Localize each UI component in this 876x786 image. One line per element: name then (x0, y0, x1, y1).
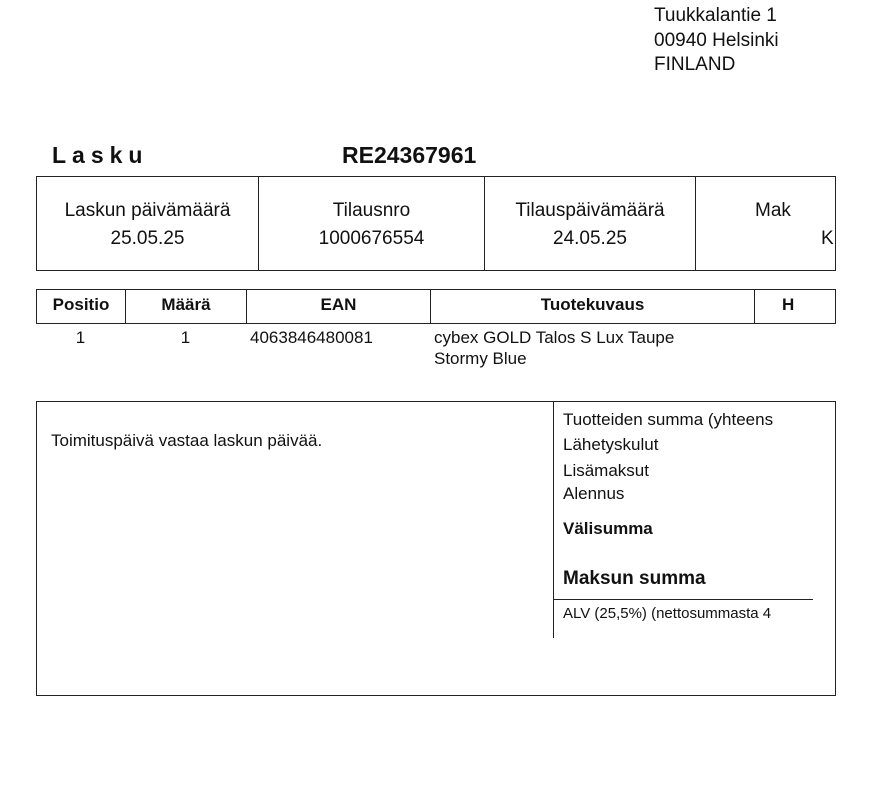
row-description-line2: Stormy Blue (434, 349, 527, 368)
products-sum-label: Tuotteiden summa (yhteens (563, 410, 774, 429)
totals-separator (553, 599, 813, 600)
row-quantity: 1 (180, 328, 191, 347)
document-title: Lasku (52, 142, 149, 168)
info-value: 24.05.25 (553, 228, 627, 249)
company-address (654, 4, 779, 78)
info-cell-invoice-date (37, 177, 259, 271)
extra-fees-label: Lisämaksut (563, 461, 649, 480)
info-label: Tilauspäivämäärä (515, 200, 665, 221)
vat-label: ALV (25,5%) (nettosummasta 4 (563, 605, 772, 622)
address-country: FINLAND (654, 54, 736, 75)
row-position: 1 (75, 328, 86, 347)
payment-total-label: Maksun summa (563, 568, 706, 589)
info-label: Mak (755, 200, 791, 221)
row-description-line1: cybex GOLD Talos S Lux Taupe (434, 328, 675, 347)
address-postal-city: 00940 Helsinki (654, 29, 779, 51)
totals-divider (553, 402, 554, 638)
info-cell-order-date (485, 177, 696, 271)
address-street: Tuukkalantie 1 (654, 5, 777, 26)
info-value: 25.05.25 (110, 228, 185, 249)
invoice-number: RE24367961 (342, 142, 477, 168)
header-position: Positio (37, 290, 126, 323)
info-value: 1000676554 (318, 228, 425, 249)
info-label: Tilausnro (332, 200, 411, 221)
header-description: Tuotekuvaus (431, 290, 755, 323)
info-label: Laskun päivämäärä (64, 200, 231, 221)
subtotal-label: Välisumma (563, 519, 653, 538)
delivery-note: Toimituspäivä vastaa laskun päivää. (51, 431, 323, 450)
row-ean: 4063846480081 (250, 328, 373, 347)
shipping-label: Lähetyskulut (563, 435, 659, 454)
info-cell-payment (696, 177, 876, 271)
header-ean: EAN (247, 290, 431, 323)
info-value: K (821, 228, 834, 249)
discount-label: Alennus (563, 484, 625, 503)
header-h: H (782, 295, 795, 314)
invoice-info-box (36, 176, 836, 271)
header-quantity: Määrä (126, 290, 247, 323)
info-cell-order-number (259, 177, 485, 271)
items-table-header (36, 289, 836, 324)
